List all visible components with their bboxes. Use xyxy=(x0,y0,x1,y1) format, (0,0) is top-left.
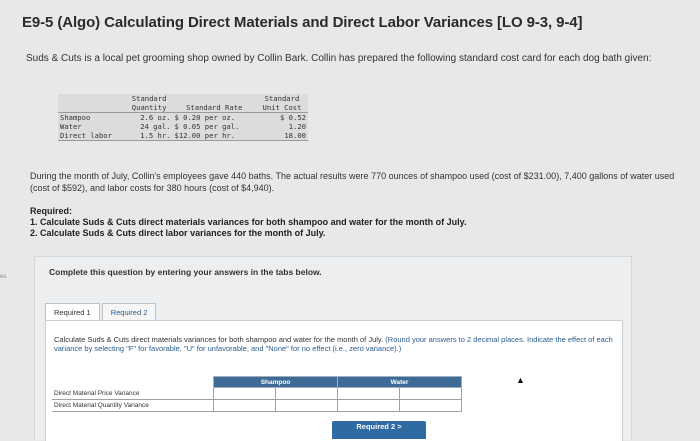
tab-required-1[interactable]: Required 1 xyxy=(45,303,100,322)
water-quantity-effect-select[interactable] xyxy=(400,400,462,412)
question-panel xyxy=(34,256,632,440)
list-item xyxy=(30,217,670,228)
row-label: Shampoo xyxy=(58,113,126,123)
column-header-shampoo: Shampoo xyxy=(214,377,338,388)
row-label: Direct Material Price Variance xyxy=(52,388,214,400)
row-unit-cost: 1.20 xyxy=(288,122,306,131)
column-header-water: Water xyxy=(338,377,462,388)
row-quantity: 2.6 oz. xyxy=(126,113,173,123)
tab-bar xyxy=(45,303,158,321)
row-rate: $ 0.05 per gal. xyxy=(174,122,240,131)
tab-required-2[interactable]: Required 2 xyxy=(102,303,157,322)
shampoo-price-variance-input[interactable] xyxy=(214,388,276,400)
required-list xyxy=(30,217,670,239)
instruction-note: (Round your answers to 2 decimal places. Indicate the effect of each variance by selecting "F" for favorable, "U" for unfavorable, and "None" for no effect (i.e., zero variance).) xyxy=(54,335,613,353)
unit-cost-header: Unit Cost xyxy=(262,103,302,112)
table-row xyxy=(52,400,462,412)
row-quantity: 24 gal. xyxy=(140,122,171,131)
item-number: 1. xyxy=(30,217,38,227)
quantity-header-top: Standard xyxy=(131,94,167,103)
item-text: Calculate Suds & Cuts direct labor variances for the month of July. xyxy=(40,228,326,238)
row-label: Water xyxy=(60,122,82,131)
row-label: Direct Material Quantity Variance xyxy=(52,400,214,412)
quantity-header: Quantity xyxy=(131,103,167,112)
required-section xyxy=(30,206,670,239)
rate-header: Standard Rate xyxy=(186,103,243,112)
left-edge-fragment: es xyxy=(0,274,7,280)
panel-heading: Complete this question by entering your answers in the tabs below. xyxy=(49,267,322,277)
water-price-effect-select[interactable] xyxy=(400,388,462,400)
mouse-cursor-icon: ▲ xyxy=(516,375,525,385)
next-tab-button[interactable]: Required 2 > xyxy=(332,421,426,439)
row-unit-cost: $ 0.52 xyxy=(256,113,308,123)
intro-text: Suds & Cuts is a local pet grooming shop owned by Collin Bark. Collin has prepared the following standard cost card for each dog bath given: xyxy=(26,53,652,64)
required-heading: Required: xyxy=(30,206,73,216)
item-number: 2. xyxy=(30,228,38,238)
table-row xyxy=(58,131,308,140)
instruction-text xyxy=(54,335,614,353)
table-row xyxy=(58,122,308,131)
water-quantity-variance-input[interactable] xyxy=(338,400,400,412)
row-rate: $ 0.20 per oz. xyxy=(173,113,256,123)
row-unit-cost: 18.00 xyxy=(284,131,306,140)
standard-cost-card xyxy=(58,94,308,141)
row-rate: $12.00 per hr. xyxy=(174,131,236,140)
shampoo-price-effect-select[interactable] xyxy=(276,388,338,400)
list-item xyxy=(30,228,670,239)
shampoo-quantity-effect-select[interactable] xyxy=(276,400,338,412)
unit-cost-header-top: Standard xyxy=(264,94,300,103)
table-row xyxy=(58,113,308,123)
cost-card-table xyxy=(58,94,308,140)
page-title: E9-5 (Algo) Calculating Direct Materials and Direct Labor Variances [LO 9-3, 9-4] xyxy=(22,14,583,31)
table-row xyxy=(52,388,462,400)
actual-results-text: During the month of July, Collin's employees gave 440 baths. The actual results were 770 ounces of shampoo used (cost of $231.00), 7,400 gallons of water used (cost of $592), and labor costs for 380 hours (cost of $4,940). xyxy=(30,171,675,193)
water-price-variance-input[interactable] xyxy=(338,388,400,400)
instruction-main: Calculate Suds & Cuts direct materials variances for both shampoo and water for the month of July. xyxy=(54,335,384,344)
answer-table xyxy=(52,376,462,412)
shampoo-quantity-variance-input[interactable] xyxy=(214,400,276,412)
row-label: Direct labor xyxy=(60,131,112,140)
item-text: Calculate Suds & Cuts direct materials variances for both shampoo and water for the month of July. xyxy=(40,217,467,227)
row-quantity: 1.5 hr. xyxy=(140,131,171,140)
